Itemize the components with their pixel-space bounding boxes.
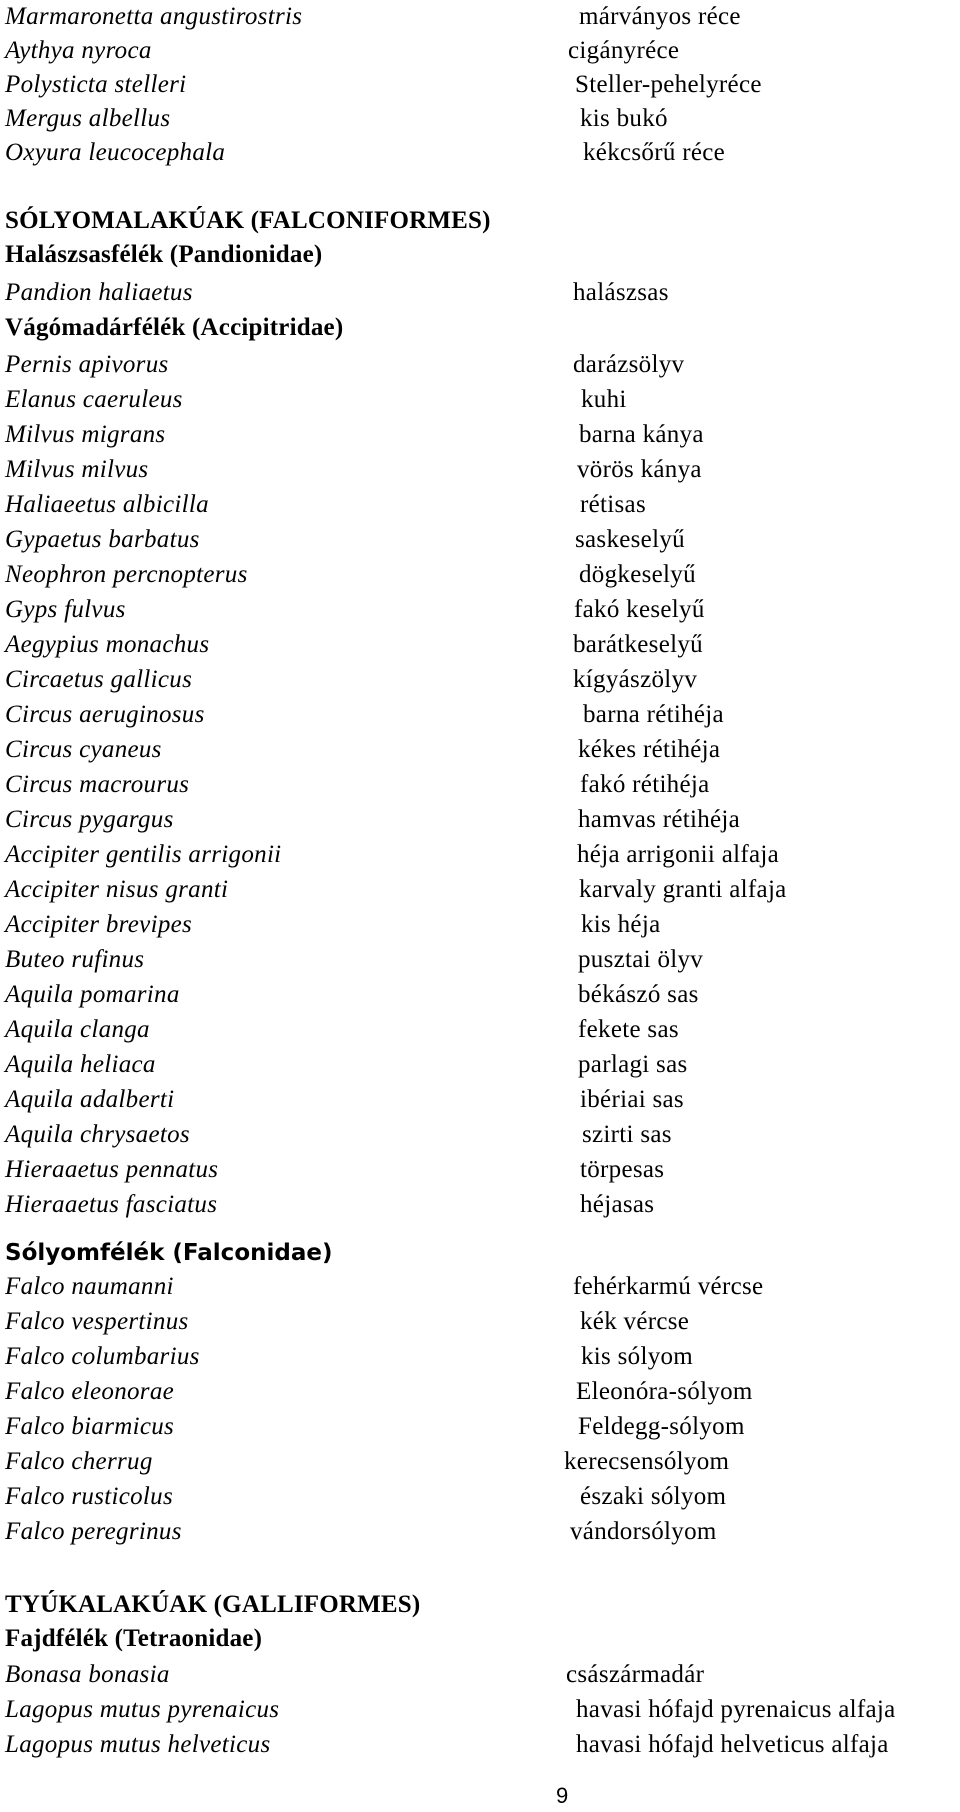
scientific-name: Falco naumanni bbox=[5, 1273, 174, 1300]
hungarian-name: cigányréce bbox=[568, 37, 680, 64]
scientific-name: Gyps fulvus bbox=[5, 596, 126, 623]
species-row bbox=[0, 348, 960, 382]
species-row bbox=[0, 733, 960, 767]
scientific-name: Aquila adalberti bbox=[5, 1086, 175, 1113]
hungarian-name: ibériai sas bbox=[580, 1086, 684, 1113]
hungarian-name: kis bukó bbox=[580, 105, 668, 132]
hungarian-name: márványos réce bbox=[579, 3, 741, 30]
scientific-name: Milvus migrans bbox=[5, 421, 166, 448]
scientific-name: Lagopus mutus helveticus bbox=[5, 1731, 271, 1758]
hungarian-name: kék vércse bbox=[580, 1308, 690, 1335]
scientific-name: Falco rusticolus bbox=[5, 1483, 173, 1510]
scientific-name: Gypaetus barbatus bbox=[5, 526, 200, 553]
hungarian-name: békászó sas bbox=[578, 981, 699, 1008]
hungarian-name: fakó rétihéja bbox=[580, 771, 710, 798]
page-number: 9 bbox=[556, 1783, 569, 1808]
scientific-name: Aquila clanga bbox=[5, 1016, 150, 1043]
scientific-name: Lagopus mutus pyrenaicus bbox=[5, 1696, 280, 1723]
scientific-name: Aquila chrysaetos bbox=[5, 1121, 190, 1148]
species-row bbox=[0, 803, 960, 837]
hungarian-name: Eleonóra-sólyom bbox=[576, 1378, 753, 1405]
hungarian-name: császármadár bbox=[566, 1661, 705, 1688]
species-row bbox=[0, 908, 960, 942]
species-row bbox=[0, 698, 960, 732]
species-row bbox=[0, 1515, 960, 1549]
hungarian-name: hamvas rétihéja bbox=[578, 806, 741, 833]
hungarian-name: Steller-pehelyréce bbox=[575, 71, 762, 98]
scientific-name: Polysticta stelleri bbox=[5, 71, 187, 98]
scientific-name: Aquila heliaca bbox=[5, 1051, 156, 1078]
scientific-name: Falco eleonorae bbox=[5, 1378, 175, 1405]
species-row bbox=[0, 1445, 960, 1479]
species-row bbox=[0, 558, 960, 592]
species-row bbox=[0, 593, 960, 627]
species-row bbox=[0, 1728, 960, 1762]
species-row bbox=[0, 1083, 960, 1117]
order-heading: TYÚKALAKÚAK (GALLIFORMES) bbox=[5, 1591, 421, 1618]
hungarian-name: fekete sas bbox=[578, 1016, 679, 1043]
hungarian-name: héja arrigonii alfaja bbox=[577, 841, 780, 868]
species-row bbox=[0, 453, 960, 487]
scientific-name: Accipiter gentilis arrigonii bbox=[5, 841, 282, 868]
hungarian-name: parlagi sas bbox=[578, 1051, 688, 1078]
hungarian-name: kékes rétihéja bbox=[578, 736, 721, 763]
family-heading: Sólyomfélék (Falconidae) bbox=[5, 1240, 333, 1266]
species-row bbox=[0, 1375, 960, 1409]
species-row bbox=[0, 838, 960, 872]
hungarian-name: törpesas bbox=[580, 1156, 665, 1183]
species-row bbox=[0, 1188, 960, 1222]
species-row bbox=[0, 1013, 960, 1047]
scientific-name: Circaetus gallicus bbox=[5, 666, 193, 693]
scientific-name: Falco vespertinus bbox=[5, 1308, 189, 1335]
hungarian-name: darázsölyv bbox=[573, 351, 685, 378]
species-row bbox=[0, 1658, 960, 1692]
hungarian-name: kerecsensólyom bbox=[564, 1448, 730, 1475]
hungarian-name: szirti sas bbox=[582, 1121, 672, 1148]
scientific-name: Circus pygargus bbox=[5, 806, 174, 833]
species-row bbox=[0, 488, 960, 522]
species-row bbox=[0, 1693, 960, 1727]
hungarian-name: saskeselyű bbox=[575, 526, 685, 553]
scientific-name: Circus cyaneus bbox=[5, 736, 162, 763]
family-heading: Fajdfélék (Tetraonidae) bbox=[5, 1625, 263, 1652]
hungarian-name: kis sólyom bbox=[581, 1343, 694, 1370]
species-row bbox=[0, 136, 960, 170]
scientific-name: Buteo rufinus bbox=[5, 946, 145, 973]
species-row bbox=[0, 1153, 960, 1187]
hungarian-name: Feldegg-sólyom bbox=[578, 1413, 745, 1440]
hungarian-name: havasi hófajd helveticus alfaja bbox=[576, 1731, 889, 1758]
scientific-name: Falco columbarius bbox=[5, 1343, 200, 1370]
scientific-name: Aquila pomarina bbox=[5, 981, 180, 1008]
species-row bbox=[0, 34, 960, 68]
scientific-name: Mergus albellus bbox=[5, 105, 171, 132]
hungarian-name: északi sólyom bbox=[580, 1483, 727, 1510]
scientific-name: Marmaronetta angustirostris bbox=[5, 3, 303, 30]
species-row bbox=[0, 1340, 960, 1374]
hungarian-name: barátkeselyű bbox=[573, 631, 703, 658]
hungarian-name: fehérkarmú vércse bbox=[573, 1273, 764, 1300]
species-row bbox=[0, 102, 960, 136]
scientific-name: Falco biarmicus bbox=[5, 1413, 175, 1440]
species-row bbox=[0, 1480, 960, 1514]
hungarian-name: kékcsőrű réce bbox=[583, 139, 726, 166]
hungarian-name: havasi hófajd pyrenaicus alfaja bbox=[576, 1696, 896, 1723]
hungarian-name: kis héja bbox=[581, 911, 661, 938]
hungarian-name: vándorsólyom bbox=[570, 1518, 717, 1545]
scientific-name: Hieraaetus fasciatus bbox=[5, 1191, 218, 1218]
species-row bbox=[0, 1305, 960, 1339]
hungarian-name: barna rétihéja bbox=[583, 701, 724, 728]
scientific-name: Aegypius monachus bbox=[5, 631, 210, 658]
species-row bbox=[0, 68, 960, 102]
species-row bbox=[0, 873, 960, 907]
hungarian-name: fakó keselyű bbox=[574, 596, 705, 623]
species-row bbox=[0, 978, 960, 1012]
hungarian-name: dögkeselyű bbox=[579, 561, 696, 588]
scientific-name: Pernis apivorus bbox=[5, 351, 169, 378]
scientific-name: Aythya nyroca bbox=[5, 37, 152, 64]
scientific-name: Elanus caeruleus bbox=[5, 386, 183, 413]
species-row bbox=[0, 0, 960, 34]
species-row bbox=[0, 418, 960, 452]
family-heading: Vágómadárfélék (Accipitridae) bbox=[5, 314, 344, 341]
hungarian-name: kígyászölyv bbox=[573, 666, 698, 693]
scientific-name: Pandion haliaetus bbox=[5, 279, 193, 306]
hungarian-name: kuhi bbox=[581, 386, 627, 413]
species-row bbox=[0, 276, 960, 310]
scientific-name: Circus aeruginosus bbox=[5, 701, 205, 728]
scientific-name: Accipiter brevipes bbox=[5, 911, 193, 938]
hungarian-name: vörös kánya bbox=[577, 456, 702, 483]
species-row bbox=[0, 1118, 960, 1152]
hungarian-name: karvaly granti alfaja bbox=[579, 876, 787, 903]
scientific-name: Falco cherrug bbox=[5, 1448, 153, 1475]
hungarian-name: héjasas bbox=[580, 1191, 655, 1218]
species-row bbox=[0, 1270, 960, 1304]
hungarian-name: halászsas bbox=[573, 279, 669, 306]
hungarian-name: rétisas bbox=[580, 491, 646, 518]
scientific-name: Hieraaetus pennatus bbox=[5, 1156, 219, 1183]
hungarian-name: pusztai ölyv bbox=[578, 946, 704, 973]
species-row bbox=[0, 943, 960, 977]
scientific-name: Milvus milvus bbox=[5, 456, 149, 483]
scientific-name: Falco peregrinus bbox=[5, 1518, 182, 1545]
scientific-name: Oxyura leucocephala bbox=[5, 139, 226, 166]
species-row bbox=[0, 663, 960, 697]
scientific-name: Circus macrourus bbox=[5, 771, 190, 798]
scientific-name: Haliaeetus albicilla bbox=[5, 491, 209, 518]
species-row bbox=[0, 523, 960, 557]
species-row bbox=[0, 628, 960, 662]
scientific-name: Accipiter nisus granti bbox=[5, 876, 229, 903]
hungarian-name: barna kánya bbox=[579, 421, 704, 448]
scientific-name: Neophron percnopterus bbox=[5, 561, 248, 588]
species-row bbox=[0, 1048, 960, 1082]
species-row bbox=[0, 383, 960, 417]
species-row bbox=[0, 1410, 960, 1444]
scientific-name: Bonasa bonasia bbox=[5, 1661, 170, 1688]
species-row bbox=[0, 768, 960, 802]
family-heading: Halászsasfélék (Pandionidae) bbox=[5, 241, 323, 268]
order-heading: SÓLYOMALAKÚAK (FALCONIFORMES) bbox=[5, 207, 491, 234]
